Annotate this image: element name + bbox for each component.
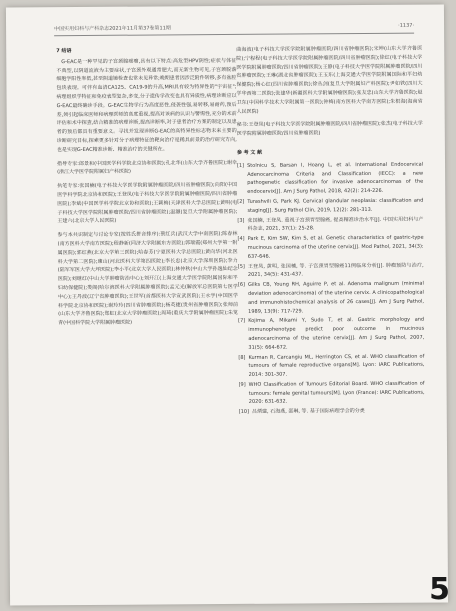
journal-header: 中国实用妇科与产科杂志2021年11月第37卷第11期: [54, 25, 171, 33]
conclusion-paragraph: G-EAC是一种罕见的子宫颈腺癌瘤,具有以下特点:高危型HPV阴性;症状与体征不典型,以阴道流液为主要症状,子宫颈外观通常肥大,而无新生物可见,子宫颈脱落细胞学阳性率低,甚至阴道镜检查也常未见异常;晚期患者因涉泛附件转移,多有盆腔包块表现。可伴有血清CA125、CA19-9的升高,MRI具有较为特异性的"宇宙征";病理组织学特征和免疫表型复杂,多变,分子遗传学改变也具有异质性,病理诊断应以G-EAC最终确诊手段。G-EAC生物学行为高度恶性,侵袭性强,易转移,易耐药,预后差,须引起临床医师和病理医师的高度重视,提高对该病的认识与警惕性,充分的术前评估和术中探查,结合精准的病理诊断,提高诊断率,对于患者治疗方案的制定以及患者的预后都具有重要意义。寻找并发现诊断G-EAC的高特异性标志物未来主要的诊断研究目标,探索更多针对分子病理特征的靶向治疗是稀具前景的治疗研究方向,也是实现G-EAC精准诊断、精准治疗的关键所在。: [56, 57, 237, 153]
page-header-number: ·1137·: [398, 22, 415, 29]
left-column: [56, 46, 238, 333]
reference-item: [6] Gilks CB, Young RH, Aguirre P, et al. Adenoma malignum (minimal deviation adenocarcinoma) of the uterine cervix. A clinicopathological and immunohistochemical analysis of 26 cases[J]. Am J Surg Pathol, 1989, 13(9): 717-729.: [237, 280, 425, 315]
reference-item: [3] 张国楠, 王登凤. 重视子宫颈胃型腺癌, 提高精准诊治水平[J]. 中国实用妇科与产科杂志, 2021, 37(1): 25-28.: [237, 216, 424, 233]
document-page: [6, 4, 448, 605]
reference-list: [237, 160, 425, 417]
reference-item: [1] Stolnicu S, Barsan I, Hoang L, et al. International Endocervical Adenocarcinoma Criteria and Classification (IECC): a new pathogenetic classification for invasive adenocarcinomas of the endocervix[J]. Am J Surg Pathol, 2018, 42(2): 214-226.: [237, 161, 424, 196]
running-header: [54, 23, 414, 37]
reference-item: [9] WHO Classification of Tumours Editorial Board. WHO classification of tumours: female genital tumours[M]. Lyon (France): IARC Publications, 2020: 631-632.: [238, 380, 425, 406]
guide-experts: 指导专家:郎景和(中国医学科学院北京协和医院);孔北华(山东大学齐鲁医院);谢幸(浙江大学医学院附属妇产科医院): [56, 159, 238, 176]
reference-item: [10] 吕炳建, 石海燕, 邵琳, 等. 基于国际病理学会的分类: [238, 408, 365, 416]
writing-experts: 执笔专家:张国楠(电子科技大学医学院附属肿瘤医院/四川省肿瘤医院);向阳(中国医学科学院北京协和医院);王登凤(电子科技大学医学院附属肿瘤医院/四川省肿瘤医院);李斌(中国医学科学院北京协和医院);王颖梅(天津医科大学总医院);黄明(电子科技大学医学院附属肿瘤医院/四川省肿瘤医院);温灏(复旦大学附属肿瘤医院);王建六(北京大学人民医院): [57, 182, 238, 225]
reference-item: [8] Kurman R, Carcangiu ML, Herrington CS, et al. WHO classification of tumours of female reproductive organs[M]. Lyon: IARC Publications, 2014: 301-307.: [238, 353, 425, 378]
experts-continuation: 曲海波(电子科技大学医学院附属肿瘤医院/四川省肿瘤医院);宋坤(山东大学齐鲁医院);宁程程(电子科技大学医学院附属肿瘤医院/四川省肿瘤医院);徐红(电子科技大学医学院附属肿瘤医院/四川省肿瘤医院);王静(电子科技大学医学院附属肿瘤医院/四川省肿瘤医院);王琳(湖北省肿瘤医院);王玉东(上海交通大学医学院附属国际和平妇幼保健院);杨心红(四川省肿瘤医院);徐丛剑(复旦大学附属妇产科医院);尹如铁(四川大学华西第二医院);张建华(新疆医科大学附属肿瘤医院);张友忠(山东大学齐鲁医院);赵卫东(中国科学技术大学附属第一医院);钟梅(南方医科大学南方医院);朱根海(海南省人民医院): [236, 45, 423, 115]
right-column: [236, 45, 425, 418]
section-title: 7 结语: [56, 48, 72, 55]
page-number: 5: [429, 572, 450, 607]
reference-item: [7] Kojima A, Mikami Y, Sudo T, et al. Gastric morphology and immunophenotype predict poor outcome in mucinous adenocarcinoma of the uterine cervix[J]. Am J Surg Pathol, 2007, 31(5): 664-672.: [238, 316, 425, 351]
references-title: 参 考 文 献: [236, 149, 263, 156]
discussion-experts: 参与本共识制定与讨论专家(按姓氏拼音排序):蔡红兵(武汉大学中南医院);陈春林(南方医科大学南方医院);程静新(同济大学附属东方医院);郭瑞霞(郑州大学第一附属医院);郭红燕(北京大学第三医院);哈春芳(宁夏医科大学总医院);黄向华(河北医科大学第二医院);康山(河北医科大学第四医院);李长忠(北京大学深圳医院);李力(陆军军医大学大坪医院);李小平(北京大学人民医院);林仲秋(中山大学孙逸仙纪念医院);刘继红(中山大学肿瘤防治中心);刘开江(上海交通大学医学院附属国际和平妇幼保健院);娄阁(哈尔滨医科大学附属肿瘤医院);孟元光(解放军总医院第七医学中心);王丹波(辽宁省肿瘤医院);王世军(首都医科大学宣武医院);王永学(中国医学科学院北京协和医院);谢玲玲(四川省肿瘤医院);杨英捷(贵州省肿瘤医院);张师前(山东大学齐鲁医院);郑虹(北京大学肿瘤医院);周琦(重庆大学附属肿瘤医院);朱笕青(中国科学院大学附属肿瘤医院): [57, 231, 239, 327]
reference-item: [5] 王登凤, 黄明, 张国楠, 等. 子宫颈胃型腺癌11例临床分析[J]. 肿瘤预防与治疗, 2021, 34(5): 431-437.: [237, 262, 424, 279]
reference-item: [4] Park E, Kim SW, Kim S, et al. Genetic characteristics of gastric-type mucinous carcinoma of the uterine cervix[J]. Mod Pathol, 2021, 34(3): 637-646.: [237, 234, 424, 260]
secretary: 秘书:王登凤(电子科技大学医学院附属肿瘤医院/四川省肿瘤医院);张杰(电子科技大学医学院附属肿瘤医院/四川省肿瘤医院): [236, 121, 423, 138]
reference-item: [2] Turashvili G, Park KJ. Cervical glandular neoplasia: classification and staging[J]. Surg Pathol Clin, 2019, 12(2): 281-313.: [237, 197, 424, 214]
